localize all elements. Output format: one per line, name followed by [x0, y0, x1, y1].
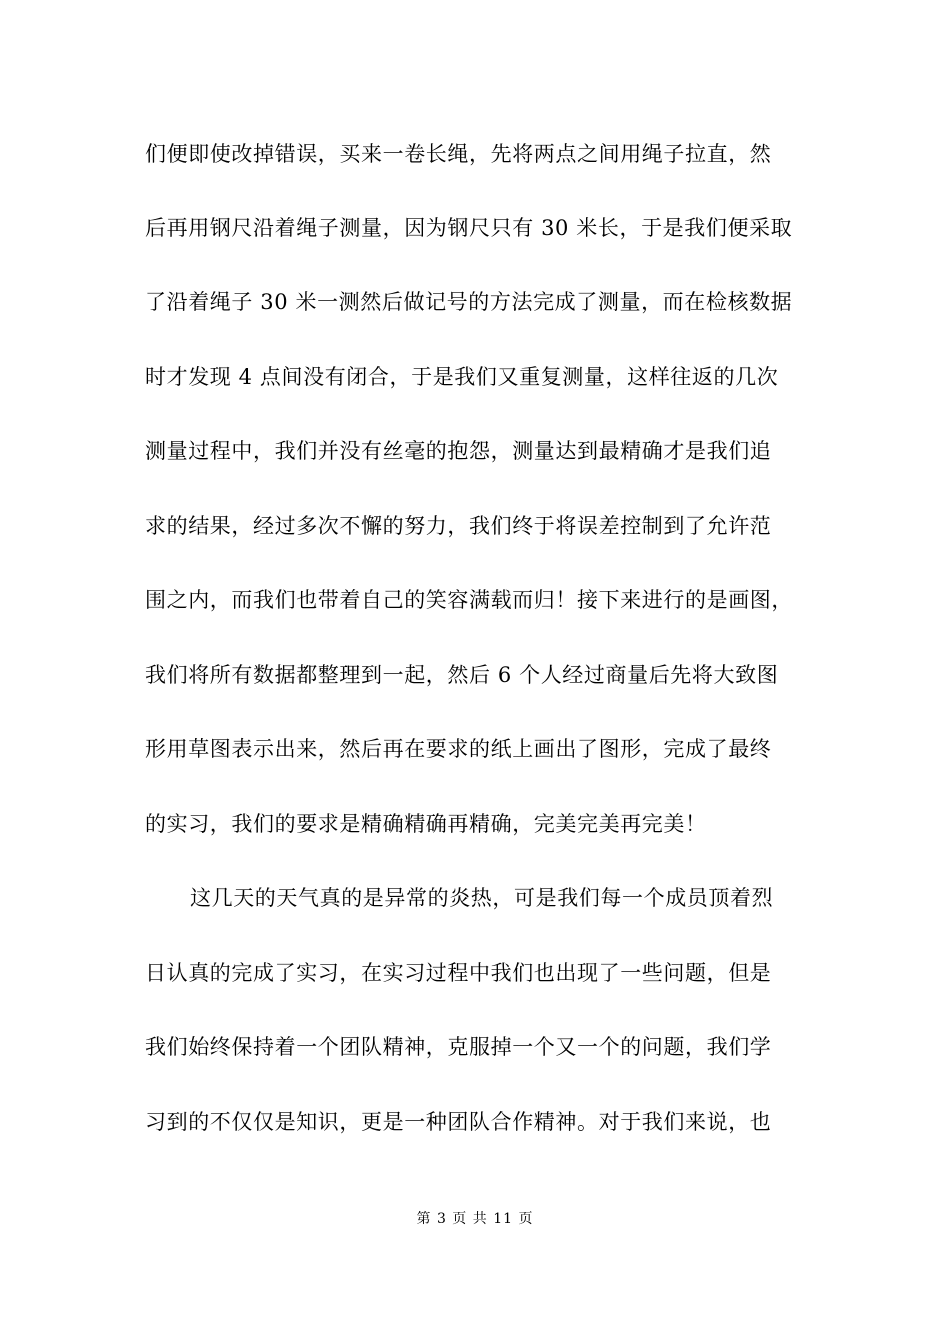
body-text-line: 形用草图表示出来，然后再在要求的纸上画出了图形，完成了最终	[145, 737, 772, 761]
body-text-line: 后再用钢尺沿着绳子测量，因为钢尺只有 30 米长，于是我们便采取	[145, 216, 793, 240]
body-text-line: 日认真的完成了实习，在实习过程中我们也出现了一些问题，但是	[145, 961, 772, 985]
body-text-line: 们便即使改掉错误，买来一卷长绳，先将两点之间用绳子拉直，然	[145, 142, 772, 166]
body-text-line: 习到的不仅仅是知识，更是一种团队合作精神。对于我们来说，也	[145, 1110, 772, 1134]
body-text-line: 求的结果，经过多次不懈的努力，我们终于将误差控制到了允许范	[145, 514, 772, 538]
body-text-line: 我们将所有数据都整理到一起，然后 6 个人经过商量后先将大致图	[145, 663, 779, 687]
paragraph-first-line: 这几天的天气真的是异常的炎热，可是我们每一个成员顶着烈	[190, 886, 774, 910]
body-text-line: 的实习，我们的要求是精确精确再精确，完美完美再完美！	[145, 812, 707, 836]
body-text-line: 我们始终保持着一个团队精神，克服掉一个又一个的问题，我们学	[145, 1035, 772, 1059]
body-text-line: 测量过程中，我们并没有丝毫的抱怨，测量达到最精确才是我们追	[145, 439, 772, 463]
body-text-line: 了沿着绳子 30 米一测然后做记号的方法完成了测量，而在检核数据	[145, 290, 793, 314]
body-text-line: 围之内，而我们也带着自己的笑容满载而归！接下来进行的是画图，	[145, 588, 793, 612]
page-number-footer: 第 3 页 共 11 页	[416, 1211, 534, 1227]
body-text-line: 时才发现 4 点间没有闭合，于是我们又重复测量，这样往返的几次	[145, 365, 779, 389]
